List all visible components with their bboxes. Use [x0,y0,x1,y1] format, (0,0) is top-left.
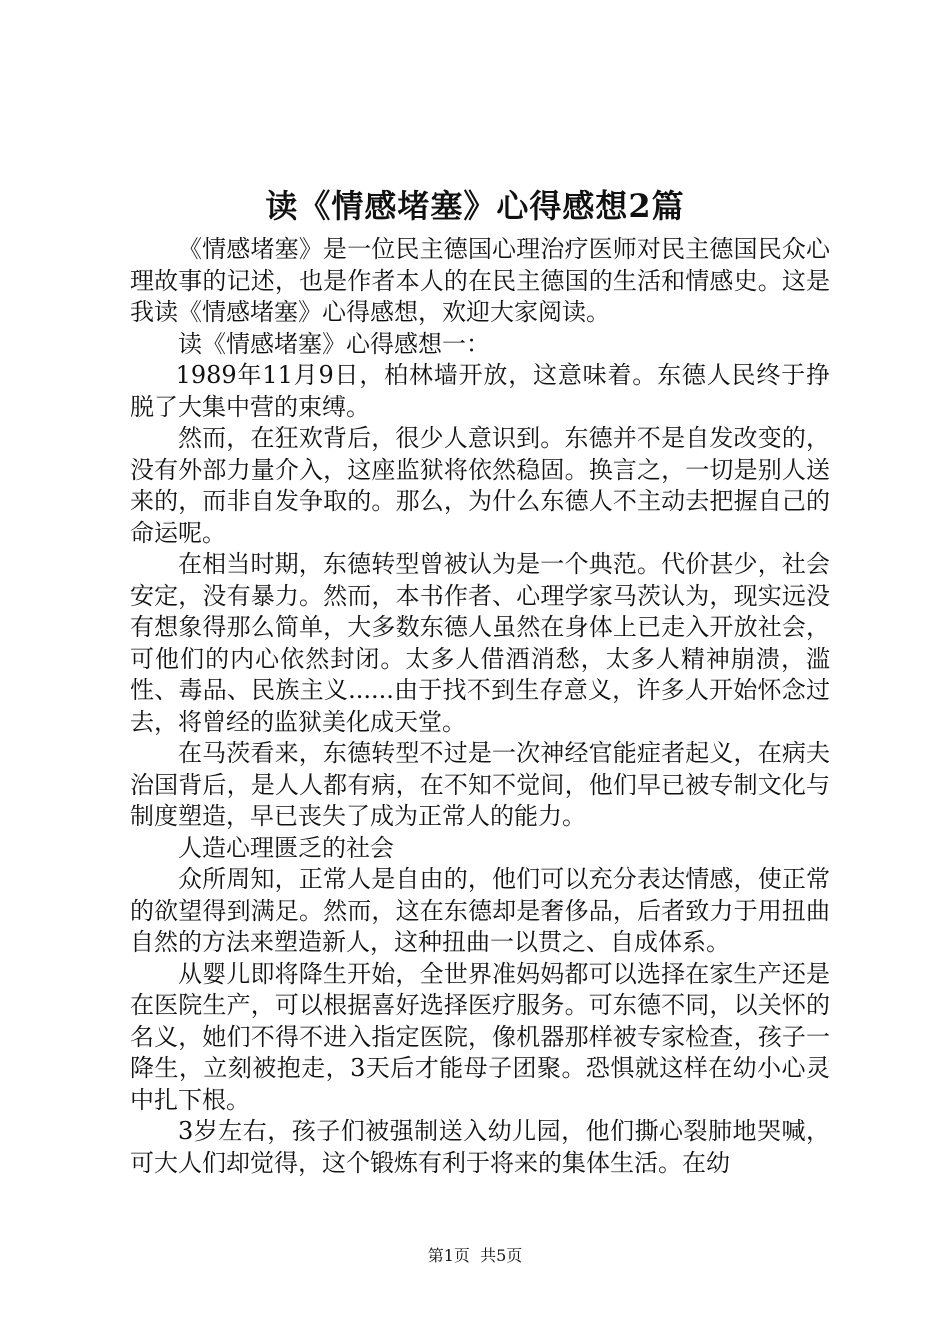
subheading-society: 人造心理匮乏的社会 [178,833,394,862]
section-heading-one: 读《情感堵塞》心得感想一： [178,329,490,358]
paragraph-normal-people: 众所周知，正常人是自由的，他们可以充分表达情感，使正常的欲望得到满足。然而，这在东德却是奢侈品，后者致力于用扭曲自然的方法来塑造新人，这种扭曲一以贯之、自成体系。 [130,865,830,956]
document-title: 读《情感堵塞》心得感想2篇 [265,187,685,225]
page-footer: 第1页 共5页 [427,1246,523,1265]
paragraph-kindergarten: 3岁左右，孩子们被强制送入幼儿园，他们撕心裂肺地哭喊，可大人们却觉得，这个锻炼有利于将来的集体生活。在幼 [130,1117,830,1177]
paragraph-intro: 《情感堵塞》是一位民主德国心理治疗医师对民主德国民众心理故事的记述，也是作者本人的在民主德国的生活和情感史。这是我读《情感堵塞》心得感想，欢迎大家阅读。 [130,235,830,326]
paragraph-transition: 在相当时期，东德转型曾被认为是一个典范。代价甚少，社会安定，没有暴力。然而，本书作者、心理学家马茨认为，现实远没有想象得那么简单，大多数东德人虽然在身体上已走入开放社会，可他们的内心依然封闭。太多人借酒消愁，太多人精神崩溃，滥性、毒品、民族主义......由于找不到生存意义，许多人开始怀念过去，将曾经的监狱美化成天堂。 [130,550,830,736]
document-body [130,234,830,1179]
paragraph-berlin-wall: 1989年11月9日，柏林墙开放，这意味着。东德人民终于挣脱了大集中营的束缚。 [130,361,830,421]
paragraph-however: 然而，在狂欢背后，很少人意识到。东德并不是自发改变的，没有外部力量介入，这座监狱将依然稳固。换言之，一切是别人送来的，而非自发争取的。那么，为什么东德人不主动去把握自己的命运呢。 [130,424,830,547]
paragraph-infancy: 从婴儿即将降生开始，全世界准妈妈都可以选择在家生产还是在医院生产，可以根据喜好选择医疗服务。可东德不同，以关怀的名义，她们不得不进入指定医院，像机器那样被专家检查，孩子一降生，立刻被抱走，3天后才能母子团聚。恐惧就这样在幼小心灵中扎下根。 [130,959,830,1114]
paragraph-maaz-view: 在马茨看来，东德转型不过是一次神经官能症者起义，在病夫治国背后，是人人都有病，在不知不觉间，他们早已被专制文化与制度塑造，早已丧失了成为正常人的能力。 [130,739,830,830]
